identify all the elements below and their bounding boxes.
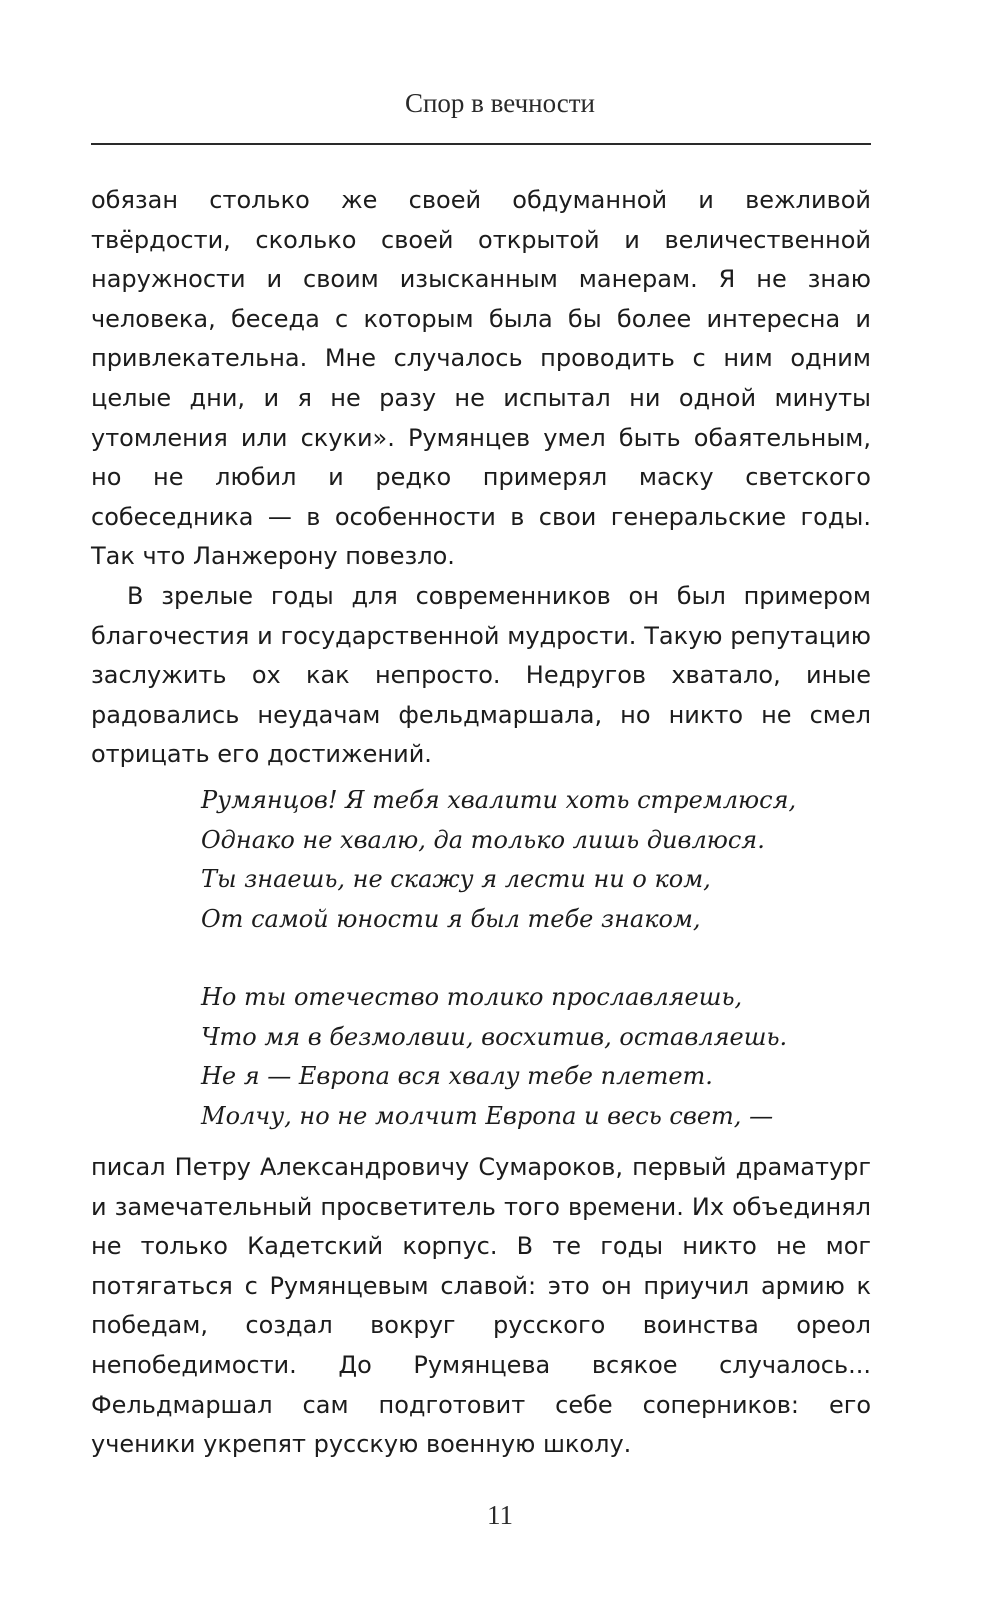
text-block-top <box>91 181 871 775</box>
paragraph-closing: писал Петру Александровичу Сумароков, первый драматург и замечательный просветитель того времени. Их объединял не только Кадетский корпус. В те годы никто не мог потягаться с Румянцевым славой: это он приучил армию к победам, создал вокруг русского воинства ореол непобедимости. До Румянцева всякое случалось... Фельдмаршал сам подготовит себе соперников: его ученики укрепят русскую военную школу. <box>91 1153 871 1459</box>
text-block-closing <box>91 1148 871 1465</box>
page-number: 11 <box>487 1500 513 1530</box>
poem-line: Не я — Европа вся хвалу тебе плетет. <box>201 1062 713 1090</box>
paragraph-reputation: В зрелые годы для современников он был примером благочестия и государственной мудрости. Такую репутацию заслужить ох как непросто. Недругов хватало, иные радовались неудачам фельдмаршала, но никто не смел отрицать его достижений. <box>91 581 871 769</box>
poem-line: Однако не хвалю, да только лишь дивлюся. <box>201 825 765 854</box>
poem-line: Но ты отечество толико прославляешь, <box>201 983 743 1011</box>
poem-line: Что мя в безмолвии, восхитив, оставляешь. <box>201 1022 788 1051</box>
poem-stanza-1 <box>201 781 851 939</box>
poem-line: Молчу, но не молчит Европа и весь свет, — <box>201 1101 774 1130</box>
paragraph-continuation: обязан столько же своей обдуманной и вежливой твёрдости, сколько своей открытой и величественной наружности и своим изысканным манерам. Я не знаю человека, беседа с которым была бы более интересна и привлекательна. Мне случалось проводить с ним одним целые дни, и я не разу не испытал ни одной минуты утомления или скуки». Румянцев умел быть обаятельным, но не любил и редко примерял маску светского собеседника — в особенности в свои генеральские годы. Так что Ланжерону повезло. <box>91 186 871 571</box>
running-head-title: Спор в вечности <box>404 88 596 118</box>
poem-line: Румянцов! Я тебя хвалити хоть стремлюся, <box>201 786 797 814</box>
poem-line: Ты знаешь, не скажу я лести ни о ком, <box>201 865 711 893</box>
header-rule <box>91 143 871 145</box>
poem-line: От самой юности я был тебе знаком, <box>201 904 701 933</box>
poem-stanza-2 <box>201 978 851 1136</box>
